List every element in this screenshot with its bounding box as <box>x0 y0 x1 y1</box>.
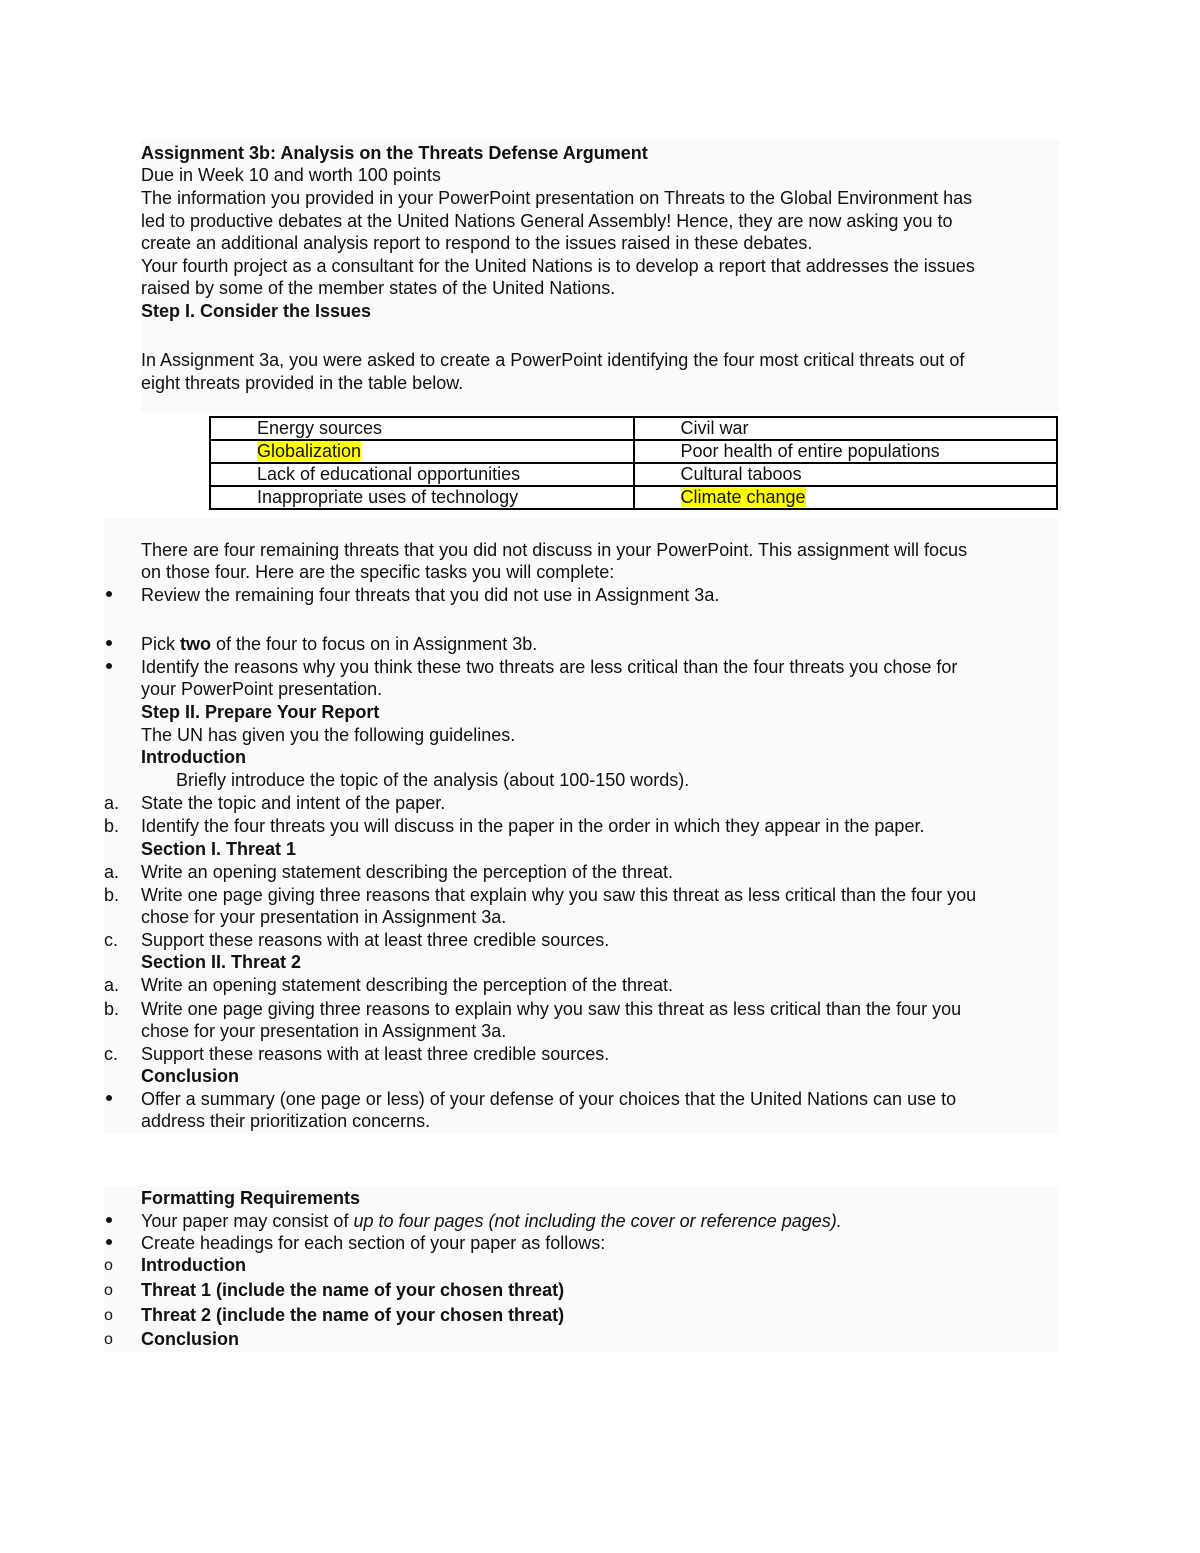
cell-text: Cultural taboos <box>680 464 802 484</box>
bullet-icon <box>106 640 112 646</box>
conclusion-heading: Conclusion <box>141 1066 239 1086</box>
intro-line: The information you provided in your PowerPoint presentation on Threats to the Global Environment has <box>141 188 973 208</box>
cell-text: Poor health of entire populations <box>680 441 940 461</box>
section1-item-b: Write one page giving three reasons that explain why you saw this threat as less critical than the four you <box>141 885 977 905</box>
task-item-continued: your PowerPoint presentation. <box>141 679 383 699</box>
section1-heading: Section I. Threat 1 <box>141 839 297 859</box>
section2-item-b: Write one page giving three reasons to explain why you saw this threat as less critical than the four you <box>141 999 962 1019</box>
cell-text: Energy sources <box>257 418 383 438</box>
step2-heading: Step II. Prepare Your Report <box>141 702 380 722</box>
intro-line: raised by some of the member states of the United Nations. <box>141 278 616 298</box>
formatting-text-italic: up to four pages (not including the cover or reference pages). <box>353 1211 842 1231</box>
table-cell <box>210 440 634 463</box>
section2-item-c: Support these reasons with at least three credible sources. <box>141 1044 610 1064</box>
table-cell <box>210 463 634 486</box>
formatting-text: Your paper may consist of <box>141 1211 354 1231</box>
task-item: Review the remaining four threats that you did not use in Assignment 3a. <box>141 585 720 605</box>
introduction-item-a: State the topic and intent of the paper. <box>141 793 446 813</box>
paper-heading-item: Conclusion <box>141 1329 239 1349</box>
guidelines-line: The UN has given you the following guidelines. <box>141 725 516 745</box>
list-marker: a. <box>104 862 120 882</box>
list-marker: c. <box>104 930 119 950</box>
list-marker: b. <box>104 885 120 905</box>
section1-item-c: Support these reasons with at least three credible sources. <box>141 930 610 950</box>
after-table-line: on those four. Here are the specific tasks you will complete: <box>141 562 615 582</box>
bullet-icon <box>106 663 112 669</box>
bullet-icon <box>106 1217 112 1223</box>
task-text-bold: two <box>180 634 212 654</box>
table-row <box>210 440 1057 463</box>
circle-bullet-icon: o <box>104 1282 113 1299</box>
conclusion-item-continued: address their prioritization concerns. <box>141 1111 431 1131</box>
threats-table <box>209 416 1058 510</box>
paper-heading-item: Threat 1 (include the name of your chosen threat) <box>141 1280 565 1300</box>
table-cell <box>210 486 634 509</box>
task-item <box>141 633 537 655</box>
bullet-icon <box>106 591 112 597</box>
circle-bullet-icon: o <box>104 1307 113 1324</box>
due-line: Due in Week 10 and worth 100 points <box>141 165 441 185</box>
introduction-brief: Briefly introduce the topic of the analysis (about 100-150 words). <box>176 770 690 790</box>
introduction-heading: Introduction <box>141 747 246 767</box>
circle-bullet-icon: o <box>104 1257 113 1274</box>
intro-line: led to productive debates at the United Nations General Assembly! Hence, they are now asking you to <box>141 211 953 231</box>
section1-item-b-continued: chose for your presentation in Assignment 3a. <box>141 907 507 927</box>
list-marker: b. <box>104 999 120 1019</box>
section2-item-a: Write an opening statement describing the perception of the threat. <box>141 975 673 995</box>
cell-text-highlighted: Climate change <box>680 487 806 507</box>
task-text: Pick <box>141 634 181 654</box>
list-marker: b. <box>104 816 120 836</box>
task-text: of the four to focus on in Assignment 3b. <box>211 634 538 654</box>
table-row <box>210 463 1057 486</box>
conclusion-item: Offer a summary (one page or less) of your defense of your choices that the United Nations can use to <box>141 1089 957 1109</box>
bullet-icon <box>106 1095 112 1101</box>
formatting-heading: Formatting Requirements <box>141 1188 361 1208</box>
step1-paragraph-line: eight threats provided in the table below. <box>141 373 464 393</box>
intro-line: Your fourth project as a consultant for the United Nations is to develop a report that addresses the issues <box>141 256 975 276</box>
formatting-item: Create headings for each section of your paper as follows: <box>141 1233 606 1253</box>
table-cell <box>634 417 1058 440</box>
section2-heading: Section II. Threat 2 <box>141 952 302 972</box>
circle-bullet-icon: o <box>104 1331 113 1348</box>
cell-text: Civil war <box>680 418 749 438</box>
cell-text: Inappropriate uses of technology <box>257 487 519 507</box>
introduction-item-b: Identify the four threats you will discuss in the paper in the order in which they appear in the paper. <box>141 816 925 836</box>
bullet-icon <box>106 1239 112 1245</box>
section2-item-b-continued: chose for your presentation in Assignment 3a. <box>141 1021 507 1041</box>
table-cell <box>634 463 1058 486</box>
table-row <box>210 417 1057 440</box>
step1-paragraph-line: In Assignment 3a, you were asked to create a PowerPoint identifying the four most critical threats out of <box>141 350 965 370</box>
list-marker: c. <box>104 1044 119 1064</box>
section1-item-a: Write an opening statement describing the perception of the threat. <box>141 862 673 882</box>
cell-text: Lack of educational opportunities <box>257 464 521 484</box>
step1-heading: Step I. Consider the Issues <box>141 301 372 321</box>
paper-heading-item: Threat 2 (include the name of your chosen threat) <box>141 1305 565 1325</box>
list-marker: a. <box>104 975 120 995</box>
table-row <box>210 486 1057 509</box>
cell-text-highlighted: Globalization <box>257 441 362 461</box>
table-cell <box>210 417 634 440</box>
after-table-line: There are four remaining threats that you did not discuss in your PowerPoint. This assignment will focus <box>141 540 968 560</box>
list-marker: a. <box>104 793 120 813</box>
table-cell <box>634 486 1058 509</box>
assignment-title: Assignment 3b: Analysis on the Threats Defense Argument <box>141 143 648 163</box>
formatting-item <box>141 1210 842 1232</box>
table-cell <box>634 440 1058 463</box>
intro-line: create an additional analysis report to respond to the issues raised in these debates. <box>141 233 813 253</box>
paper-heading-item: Introduction <box>141 1255 246 1275</box>
task-item: Identify the reasons why you think these two threats are less critical than the four threats you chose for <box>141 657 958 677</box>
